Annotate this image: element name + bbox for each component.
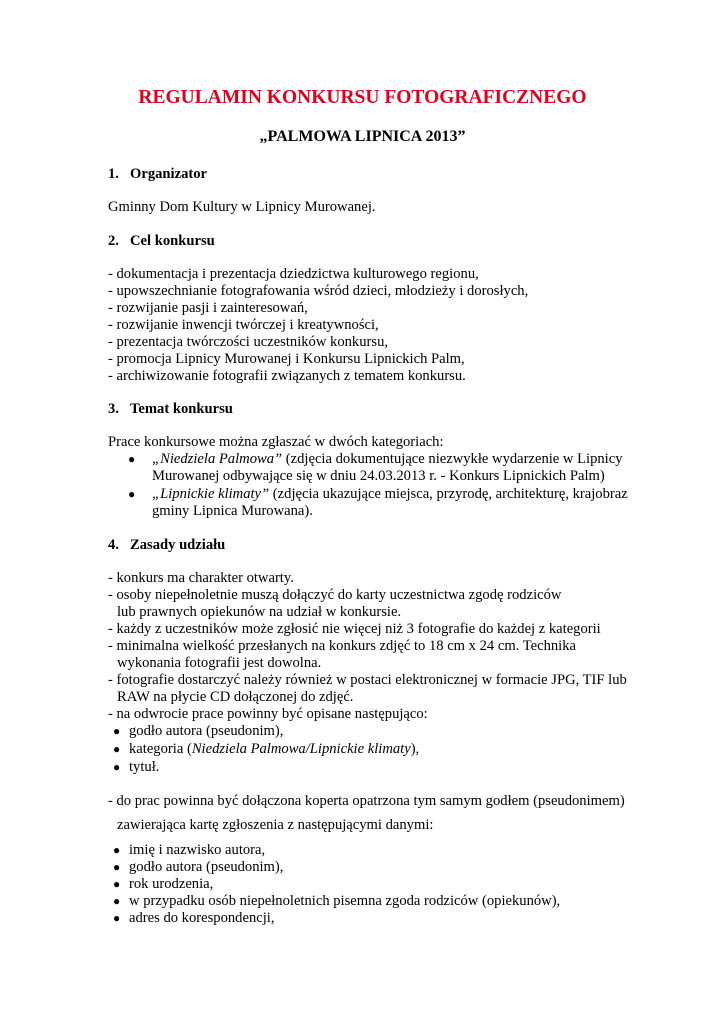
document-title: REGULAMIN KONKURSU FOTOGRAFICZNEGO bbox=[138, 87, 587, 108]
goal-item: - dokumentacja i prezentacja dziedzictwa kulturowego regionu, bbox=[108, 266, 479, 282]
bullet-icon: ● bbox=[113, 860, 121, 874]
description-categories: Niedziela Palmowa/Lipnickie klimaty bbox=[191, 741, 411, 757]
bullet-icon: ● bbox=[113, 877, 121, 891]
rule-line: - fotografie dostarczyć należy również w postaci elektronicznej w formacie JPG, TIF lub bbox=[108, 672, 627, 688]
rule-line: - minimalna wielkość przesłanych na konkurs zdjęć to 18 cm x 24 cm. Technika bbox=[108, 638, 577, 654]
category-name: „Niedziela Palmowa” bbox=[152, 451, 283, 467]
bullet-icon: ● bbox=[113, 894, 121, 908]
goal-item: - rozwijanie inwencji twórczej i kreatywności, bbox=[108, 317, 379, 333]
rule-line: lub prawnych opiekunów na udział w konkursie. bbox=[117, 604, 402, 620]
rule-line: - osoby niepełnoletnie muszą dołączyć do karty uczestnictwa zgodę rodziców bbox=[108, 587, 562, 603]
section-4-heading bbox=[108, 537, 225, 554]
bullet-icon: ● bbox=[128, 487, 136, 501]
description-text bbox=[129, 741, 419, 758]
rule-line: - konkurs ma charakter otwarty. bbox=[108, 570, 294, 586]
organizer-text: Gminny Dom Kultury w Lipnicy Murowanej. bbox=[108, 199, 376, 215]
envelope-text: imię i nazwisko autora, bbox=[129, 842, 266, 858]
goal-item: - archiwizowanie fotografii związanych z tematem konkursu. bbox=[108, 368, 466, 384]
category-description: (zdjęcia dokumentujące niezwykłe wydarzenie w Lipnicy bbox=[282, 451, 623, 467]
section-number: 2. bbox=[108, 233, 119, 249]
section-number: 4. bbox=[108, 537, 119, 553]
section-title: Zasady udziału bbox=[130, 537, 226, 553]
category-text bbox=[152, 451, 623, 468]
description-text: godło autora (pseudonim), bbox=[129, 723, 284, 739]
goal-item: - prezentacja twórczości uczestników konkursu, bbox=[108, 334, 389, 350]
goal-item: - upowszechnianie fotografowania wśród dzieci, młodzieży i dorosłych, bbox=[108, 283, 529, 299]
category-name: „Lipnickie klimaty” bbox=[152, 486, 270, 502]
section-title: Cel konkursu bbox=[130, 233, 215, 249]
rule-line: zawierająca kartę zgłoszenia z następującymi danymi: bbox=[117, 817, 434, 833]
description-text: tytuł. bbox=[129, 759, 160, 775]
envelope-text: w przypadku osób niepełnoletnich pisemna zgoda rodziców (opiekunów), bbox=[129, 893, 561, 909]
category-continuation: Murowanej odbywające się w dniu 24.03.2013 r. - Konkurs Lipnickich Palm) bbox=[152, 468, 605, 484]
section-3-heading bbox=[108, 401, 233, 418]
bullet-icon: ● bbox=[113, 760, 121, 774]
envelope-text: godło autora (pseudonim), bbox=[129, 859, 284, 875]
description-prefix: kategoria ( bbox=[129, 741, 192, 757]
section-title: Temat konkursu bbox=[130, 401, 233, 417]
bullet-icon: ● bbox=[128, 452, 136, 466]
category-text bbox=[152, 486, 628, 503]
bullet-icon: ● bbox=[113, 843, 121, 857]
rule-line: wykonania fotografii jest dowolna. bbox=[117, 655, 322, 671]
section-number: 3. bbox=[108, 401, 119, 417]
category-description: (zdjęcia ukazujące miejsca, przyrodę, architekturę, krajobraz bbox=[269, 486, 628, 502]
envelope-text: rok urodzenia, bbox=[129, 876, 214, 892]
envelope-text: adres do korespondencji, bbox=[129, 910, 275, 926]
bullet-icon: ● bbox=[113, 724, 121, 738]
section-1-heading bbox=[108, 166, 207, 183]
description-suffix: ), bbox=[410, 741, 420, 757]
bullet-icon: ● bbox=[113, 911, 121, 925]
section-number: 1. bbox=[108, 166, 119, 182]
section-title: Organizator bbox=[130, 166, 208, 182]
goal-item: - promocja Lipnicy Murowanej i Konkursu Lipnickich Palm, bbox=[108, 351, 465, 367]
category-intro: Prace konkursowe można zgłaszać w dwóch kategoriach: bbox=[108, 434, 444, 450]
rule-line: - każdy z uczestników może zgłosić nie więcej niż 3 fotografie do każdej z kategorii bbox=[108, 621, 601, 637]
category-continuation: gminy Lipnica Murowana). bbox=[152, 503, 313, 519]
goal-item: - rozwijanie pasji i zainteresowań, bbox=[108, 300, 308, 316]
rule-line: - do prac powinna być dołączona koperta opatrzona tym samym godłem (pseudonimem) bbox=[108, 793, 625, 809]
section-2-heading bbox=[108, 233, 215, 250]
document-subtitle: „PALMOWA LIPNICA 2013” bbox=[259, 128, 466, 145]
rule-line: RAW na płycie CD dołączonej do zdjęć. bbox=[117, 689, 354, 705]
bullet-icon: ● bbox=[113, 742, 121, 756]
rule-line: - na odwrocie prace powinny być opisane następująco: bbox=[108, 706, 428, 722]
